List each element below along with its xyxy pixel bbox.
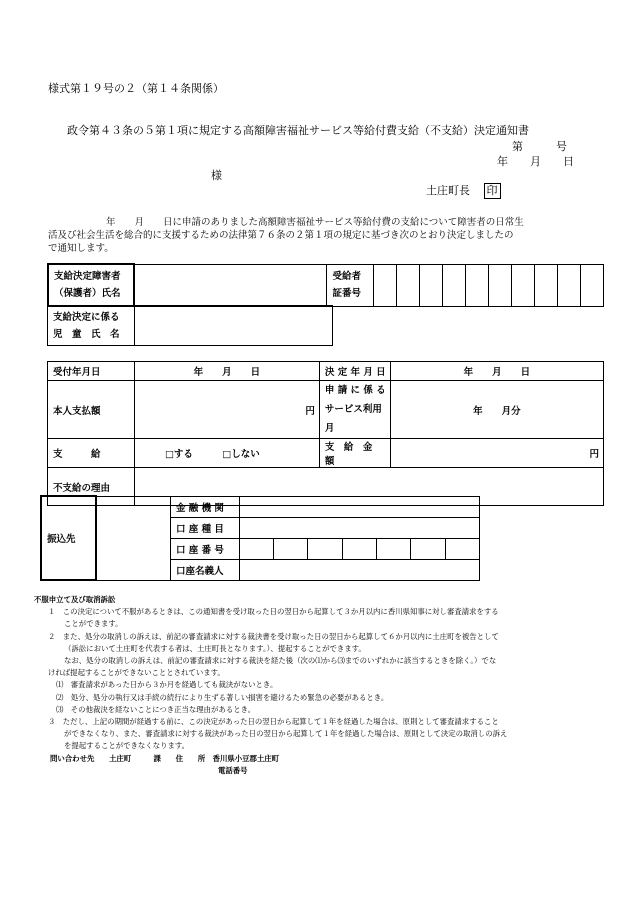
- recipient-suffix: 様: [211, 169, 222, 182]
- account-digit-7[interactable]: [445, 538, 479, 559]
- service-month-label: 申 請 に 係 る サービス利用月: [319, 381, 390, 439]
- note-2c: なお、処分の取消しの訴えは、前記の審査請求に対する裁決を経た後（次の⑴から⑶までのいずれかに該当するときを除く。）でな: [64, 656, 497, 666]
- account-digit-1[interactable]: [239, 538, 273, 559]
- cert-digit-7[interactable]: [511, 264, 534, 306]
- account-digit-3[interactable]: [308, 538, 342, 559]
- decision-date-label: 決 定 年 月 日: [319, 362, 390, 381]
- note-2b: （訴訟において土庄町を代表する者は、土庄町長となります。）、提起することができます。: [64, 643, 366, 653]
- notes-heading: 不服申立て及び取消訴訟: [34, 595, 116, 604]
- transfer-blank-column: [96, 496, 170, 580]
- account-holder-field[interactable]: [239, 559, 479, 580]
- note-sub-1: ⑴ 審査請求があった日から３か月を経過しても裁決がないとき。: [56, 680, 278, 690]
- note-2a: ２ また、処分の取消しの訴えは、前記の審査請求に対する裁決書を受け取った日の翌日から起算して６か月以内に土庄町を被告として: [48, 631, 499, 641]
- account-digit-5[interactable]: [376, 538, 410, 559]
- pay-yes-checkbox[interactable]: □する: [164, 449, 193, 460]
- body-line-2: 活及び社会生活を総合的に支援するための法律第７６条の２第１項の規定に基づき次のとおり決定しましたの: [48, 230, 514, 241]
- note-2d: ければ提起することができないこととされています。: [48, 668, 225, 678]
- cert-label: 受給者 証番号: [327, 264, 374, 306]
- received-date-value[interactable]: 年 月 日: [134, 362, 319, 381]
- self-pay-value[interactable]: 円: [134, 381, 319, 439]
- payment-choice: [134, 439, 319, 468]
- self-pay-label: 本人支払額: [48, 381, 135, 439]
- child-table: [47, 305, 333, 346]
- note-1b: ことができます。: [64, 619, 123, 629]
- cert-digit-1[interactable]: [374, 264, 397, 306]
- reason-label: 不支給の理由: [48, 468, 135, 506]
- applicant-table: [47, 263, 604, 307]
- cert-digit-8[interactable]: [534, 264, 557, 306]
- note-3b: ができなくなり、また、審査請求に対する裁決があった日の翌日から起算して１年を経過した場合は、原則として決定の取消しの訴え: [64, 729, 508, 739]
- account-type-field[interactable]: [239, 517, 479, 538]
- phone-line: 電話番号: [218, 765, 248, 775]
- account-digit-6[interactable]: [411, 538, 445, 559]
- account-type-label: 口 座 種 目: [171, 517, 240, 538]
- transfer-table: [40, 495, 480, 581]
- transfer-label: 振込先: [41, 496, 96, 580]
- child-name-field[interactable]: [135, 306, 333, 346]
- received-date-label: 受付年月日: [48, 362, 135, 381]
- cert-digit-6[interactable]: [488, 264, 511, 306]
- issuer-name: 土庄町長: [426, 184, 470, 197]
- number-line: 第 号: [512, 140, 567, 153]
- cert-digit-5[interactable]: [465, 264, 488, 306]
- account-holder-label: 口座名義人: [171, 559, 240, 580]
- cert-digit-9[interactable]: [557, 264, 580, 306]
- decision-date-value[interactable]: 年 月 日: [390, 362, 603, 381]
- bank-field[interactable]: [239, 496, 479, 517]
- form-number: 様式第１９号の２（第１４条関係）: [48, 82, 224, 95]
- note-1a: １ この決定について不服があるときは、この通知書を受け取った日の翌日から起算して３か月以内に香川県知事に対し審査請求をする: [48, 607, 499, 617]
- cert-digit-10[interactable]: [580, 264, 603, 306]
- note-sub-2: ⑵ 処分、処分の執行又は手続の続行により生ずる著しい損害を避けるため緊急の必要があるとき。: [56, 692, 389, 702]
- amount-label: 支 給 金 額: [319, 439, 390, 468]
- document-title: 政令第４３条の５第１項に規定する高額障害福祉サービス等給付費支給（不支給）決定通知書: [67, 124, 529, 137]
- applicant-name-field[interactable]: [134, 264, 327, 306]
- cert-digit-3[interactable]: [420, 264, 443, 306]
- bank-label: 金 融 機 関: [171, 496, 240, 517]
- contact-line: 問い合わせ先 土庄町 課 住 所 香川県小豆郡土庄町: [50, 753, 280, 763]
- date-line: 年 月 日: [497, 155, 574, 168]
- child-label: 支給決定に係る 児 童 氏 名: [48, 306, 135, 346]
- account-digit-2[interactable]: [273, 538, 307, 559]
- note-3c: を提起することができなくなります。: [64, 741, 190, 751]
- note-3a: ３ ただし、上記の期間が経過する前に、この決定があった日の翌日から起算して１年を経過した場合は、原則として審査請求すること: [48, 717, 499, 727]
- account-number-label: 口 座 番 号: [171, 538, 240, 559]
- pay-no-checkbox[interactable]: □しない: [222, 449, 260, 460]
- applicant-label: 支給決定障害者 （保護者）氏名: [48, 264, 134, 306]
- note-sub-3: ⑶ その他裁決を経ないことにつき正当な理由があるとき。: [56, 704, 256, 714]
- body-line-1: 年 月 日に申請のありました高額障害福祉サービス等給付費の支給について障害者の日常生: [106, 217, 524, 228]
- service-month-value[interactable]: 年 月分: [390, 381, 603, 439]
- appeal-notes: [34, 594, 608, 777]
- cert-digit-4[interactable]: [443, 264, 466, 306]
- cert-digit-2[interactable]: [397, 264, 420, 306]
- seal-box: 印: [484, 183, 501, 199]
- amount-value[interactable]: 円: [390, 439, 603, 468]
- account-digit-4[interactable]: [342, 538, 376, 559]
- decision-table: [47, 361, 604, 506]
- issuer: [426, 182, 501, 199]
- body-line-3: で通知します。: [48, 243, 114, 254]
- payment-label: 支 給: [48, 439, 135, 468]
